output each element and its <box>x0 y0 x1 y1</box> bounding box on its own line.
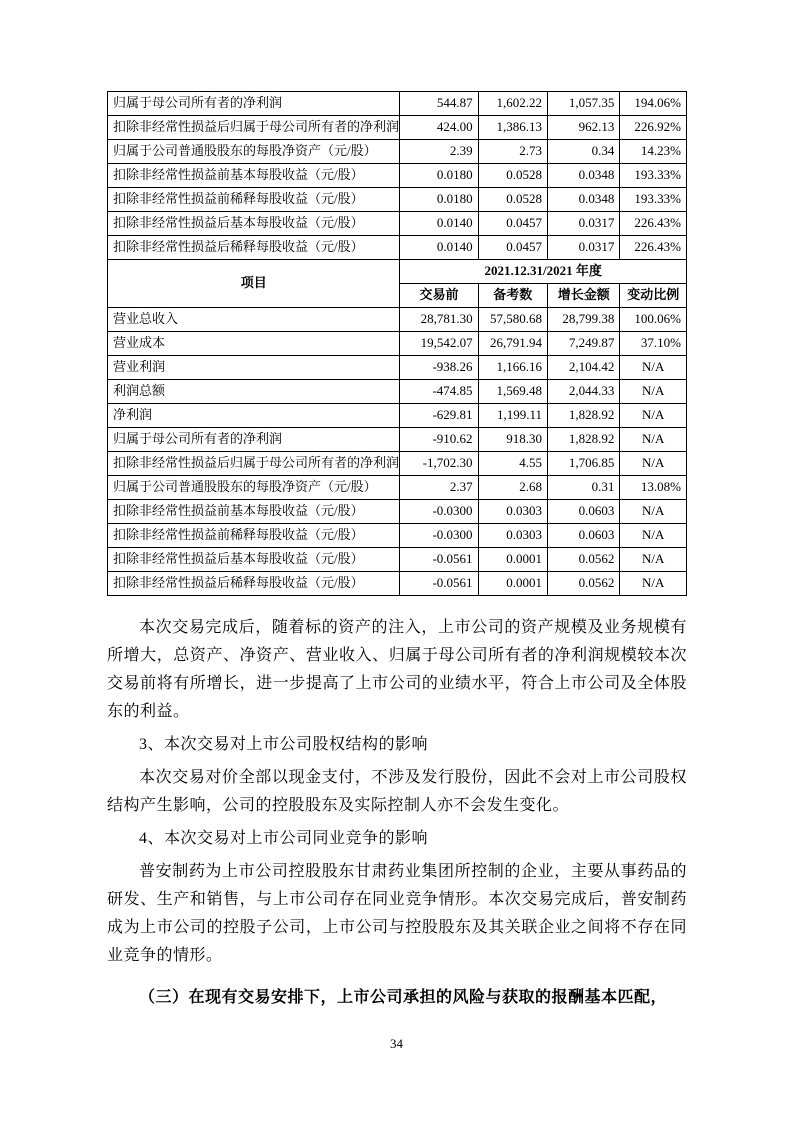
page-number: 34 <box>390 1036 403 1051</box>
value-cell: -629.81 <box>400 404 478 428</box>
table-row <box>108 404 687 428</box>
value-cell: 28,781.30 <box>400 308 478 332</box>
value-cell: N/A <box>620 572 687 596</box>
value-cell: 0.0317 <box>548 212 620 236</box>
value-cell: N/A <box>620 356 687 380</box>
value-cell: N/A <box>620 524 687 548</box>
row-label-cell: 营业总收入 <box>108 308 400 332</box>
paragraph: 4、本次交易对上市公司同业竞争的影响 <box>139 830 429 847</box>
row-label-cell: 扣除非经常性损益后基本每股收益（元/股） <box>108 212 400 236</box>
value-cell: 0.0303 <box>478 500 547 524</box>
value-cell: 1,057.35 <box>548 92 620 116</box>
body-text <box>107 614 687 1012</box>
table-row <box>108 428 687 452</box>
value-cell: 1,828.92 <box>548 404 620 428</box>
row-label-cell: 扣除非经常性损益后归属于母公司所有者的净利润 <box>108 452 400 476</box>
value-cell: 1,166.16 <box>478 356 547 380</box>
value-cell: 918.30 <box>478 428 547 452</box>
value-cell: 0.0603 <box>548 500 620 524</box>
value-cell: 193.33% <box>620 164 687 188</box>
table-row <box>108 500 687 524</box>
table-row <box>108 212 687 236</box>
paragraph: 普安制药为上市公司控股股东甘肃药业集团所控制的企业，主要从事药品的研发、生产和销售，与上市公司存在同业竞争情形。本次交易完成后，普安制药成为上市公司的控股子公司，上市公司与控股股东及其关联企业之间将不存在同业竞争的情形。 <box>107 863 687 964</box>
row-label-cell: 归属于母公司所有者的净利润 <box>108 428 400 452</box>
row-label-cell: 扣除非经常性损益后稀释每股收益（元/股） <box>108 572 400 596</box>
value-cell: 7,249.87 <box>548 332 620 356</box>
table-row <box>108 236 687 260</box>
table-row <box>108 452 687 476</box>
value-cell: 1,199.11 <box>478 404 547 428</box>
value-cell: 0.0001 <box>478 572 547 596</box>
table-row <box>108 476 687 500</box>
value-cell: 0.0528 <box>478 164 547 188</box>
column-header: 交易前 <box>400 284 478 308</box>
value-cell: 0.0457 <box>478 236 547 260</box>
value-cell: 226.43% <box>620 212 687 236</box>
value-cell: -1,702.30 <box>400 452 478 476</box>
value-cell: 0.0140 <box>400 212 478 236</box>
table-row <box>108 140 687 164</box>
column-header: 备考数 <box>478 284 547 308</box>
value-cell: 0.0317 <box>548 236 620 260</box>
table-row <box>108 572 687 596</box>
paragraph: 本次交易完成后，随着标的资产的注入，上市公司的资产规模及业务规模有所增大，总资产、净资产、营业收入、归属于母公司所有者的净利润规模较本次交易前将有所增长，进一步提高了上市公司的业绩水平，符合上市公司及全体股东的利益。 <box>107 619 687 720</box>
value-cell: 0.0562 <box>548 572 620 596</box>
value-cell: 226.43% <box>620 236 687 260</box>
row-label-cell: 扣除非经常性损益前基本每股收益（元/股） <box>108 164 400 188</box>
value-cell: 2.39 <box>400 140 478 164</box>
column-header-item: 项目 <box>108 260 400 308</box>
row-label-cell: 营业成本 <box>108 332 400 356</box>
row-label-cell: 净利润 <box>108 404 400 428</box>
row-label-cell: 扣除非经常性损益后基本每股收益（元/股） <box>108 548 400 572</box>
value-cell: N/A <box>620 500 687 524</box>
table-row <box>108 524 687 548</box>
table-header-row <box>108 260 687 284</box>
column-header: 增长金额 <box>548 284 620 308</box>
value-cell: 0.0001 <box>478 548 547 572</box>
value-cell: 0.0140 <box>400 236 478 260</box>
value-cell: -0.0300 <box>400 500 478 524</box>
value-cell: 0.0348 <box>548 188 620 212</box>
value-cell: N/A <box>620 428 687 452</box>
row-label-cell: 归属于母公司所有者的净利润 <box>108 92 400 116</box>
value-cell: 193.33% <box>620 188 687 212</box>
value-cell: 37.10% <box>620 332 687 356</box>
value-cell: 0.0180 <box>400 164 478 188</box>
value-cell: 100.06% <box>620 308 687 332</box>
value-cell: 544.87 <box>400 92 478 116</box>
value-cell: 0.0303 <box>478 524 547 548</box>
value-cell: 1,828.92 <box>548 428 620 452</box>
value-cell: 1,602.22 <box>478 92 547 116</box>
value-cell: 2.37 <box>400 476 478 500</box>
value-cell: 962.13 <box>548 116 620 140</box>
row-label-cell: 归属于公司普通股股东的每股净资产（元/股） <box>108 476 400 500</box>
table-main-section <box>108 308 687 596</box>
value-cell: 194.06% <box>620 92 687 116</box>
value-cell: 0.0528 <box>478 188 547 212</box>
value-cell: 1,386.13 <box>478 116 547 140</box>
table-row <box>108 332 687 356</box>
table-row <box>108 356 687 380</box>
value-cell: 226.92% <box>620 116 687 140</box>
table-row <box>108 116 687 140</box>
value-cell: 1,569.48 <box>478 380 547 404</box>
value-cell: 14.23% <box>620 140 687 164</box>
value-cell: N/A <box>620 452 687 476</box>
value-cell: 4.55 <box>478 452 547 476</box>
value-cell: 1,706.85 <box>548 452 620 476</box>
table-row <box>108 92 687 116</box>
table-top-section <box>108 92 687 260</box>
row-label-cell: 扣除非经常性损益后稀释每股收益（元/股） <box>108 236 400 260</box>
value-cell: N/A <box>620 380 687 404</box>
value-cell: 0.0348 <box>548 164 620 188</box>
value-cell: -474.85 <box>400 380 478 404</box>
value-cell: N/A <box>620 548 687 572</box>
value-cell: 424.00 <box>400 116 478 140</box>
row-label-cell: 扣除非经常性损益前稀释每股收益（元/股） <box>108 188 400 212</box>
value-cell: 57,580.68 <box>478 308 547 332</box>
page-content <box>107 91 687 1017</box>
value-cell: 2,044.33 <box>548 380 620 404</box>
row-label-cell: 归属于公司普通股股东的每股净资产（元/股） <box>108 140 400 164</box>
value-cell: 0.0180 <box>400 188 478 212</box>
value-cell: 2.68 <box>478 476 547 500</box>
table-row <box>108 188 687 212</box>
column-header-period: 2021.12.31/2021 年度 <box>400 260 687 284</box>
table-header-section <box>108 260 687 308</box>
value-cell: N/A <box>620 404 687 428</box>
value-cell: 0.0457 <box>478 212 547 236</box>
value-cell: 0.0603 <box>548 524 620 548</box>
value-cell: 0.34 <box>548 140 620 164</box>
value-cell: -910.62 <box>400 428 478 452</box>
paragraph: 本次交易对价全部以现金支付，不涉及发行股份，因此不会对上市公司股权结构产生影响，公司的控股股东及实际控制人亦不会发生变化。 <box>107 769 687 814</box>
column-header: 变动比例 <box>620 284 687 308</box>
table-row <box>108 308 687 332</box>
row-label-cell: 扣除非经常性损益后归属于母公司所有者的净利润 <box>108 116 400 140</box>
row-label-cell: 营业利润 <box>108 356 400 380</box>
value-cell: 13.08% <box>620 476 687 500</box>
value-cell: 2,104.42 <box>548 356 620 380</box>
table-row <box>108 164 687 188</box>
value-cell: 2.73 <box>478 140 547 164</box>
value-cell: 19,542.07 <box>400 332 478 356</box>
table-row <box>108 548 687 572</box>
value-cell: 0.31 <box>548 476 620 500</box>
row-label-cell: 利润总额 <box>108 380 400 404</box>
row-label-cell: 扣除非经常性损益前稀释每股收益（元/股） <box>108 524 400 548</box>
value-cell: 28,799.38 <box>548 308 620 332</box>
financial-comparison-table <box>107 91 687 596</box>
value-cell: -0.0561 <box>400 548 478 572</box>
value-cell: -938.26 <box>400 356 478 380</box>
paragraph: 3、本次交易对上市公司股权结构的影响 <box>139 736 429 753</box>
value-cell: 26,791.94 <box>478 332 547 356</box>
row-label-cell: 扣除非经常性损益前基本每股收益（元/股） <box>108 500 400 524</box>
section-heading: （三）在现有交易安排下，上市公司承担的风险与获取的报酬基本匹配， <box>139 989 668 1006</box>
value-cell: -0.0300 <box>400 524 478 548</box>
table-row <box>108 380 687 404</box>
value-cell: -0.0561 <box>400 572 478 596</box>
value-cell: 0.0562 <box>548 548 620 572</box>
